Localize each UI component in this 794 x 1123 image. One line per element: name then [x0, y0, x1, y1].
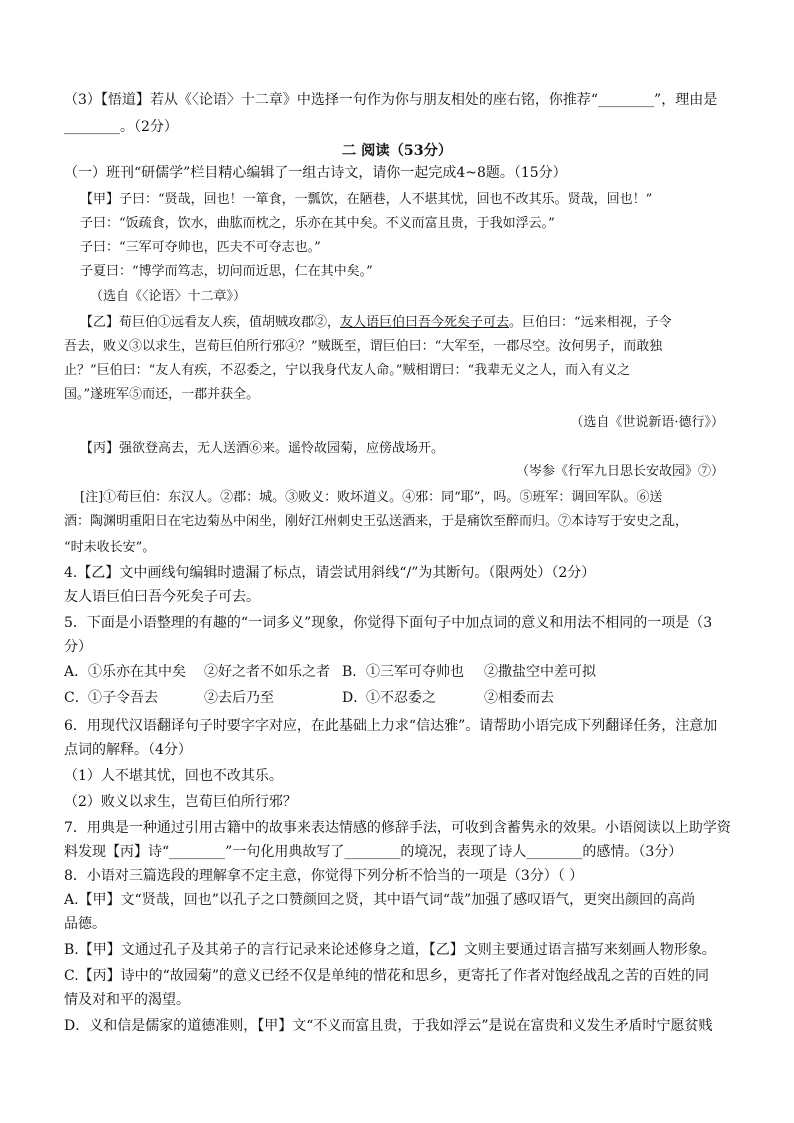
q5-option-b-label: B． [342, 664, 367, 680]
passage-yi-line2: 吾去，败义③以求生，岂荀巨伯所行邪④？”贼既至，谓巨伯曰：“大军至，一郡尽空。汝何男子，而敢独 [64, 339, 663, 354]
q7-line1: 7．用典是一种通过引用古籍中的故事来表达情感的修辞手法，可收到含蓄隽永的效果。小语阅读以上助学资 [64, 820, 731, 836]
reading-intro: （一）班刊“研儒学”栏目精心编辑了一组古诗文，请你一起完成4~8题。（15分） [64, 165, 567, 181]
passage-bing-source: （岑参《行军九日思长安故园》⑦） [515, 464, 724, 479]
q5-option-a-label: A． [64, 664, 89, 680]
q5-option-d-label: D． [342, 690, 368, 706]
q8-option-c-line1: C.【丙】诗中的“故园菊”的意义已经不仅是单纯的惜花和思乡，更寄托了作者对饱经战乱之苦的百姓的同 [64, 968, 709, 984]
q5-line2: 分） [64, 639, 92, 655]
q6-line1: 6．用现代汉语翻译句子时要字字对应，在此基础上力求“信达雅”。请帮助小语完成下列翻译任务，注意加 [64, 718, 718, 734]
notes-line1: [注]①荀巨伯：东汉人。②郡：城。③败义：败坏道义。④邪：同“耶”，吗。⑤班军：调回军队。⑥送 [80, 490, 663, 505]
notes-line2: 酒：陶渊明重阳日在宅边菊丛中闲坐，刚好江州刺史王弘送酒来，于是痛饮至醉而归。⑦本诗写于安史之乱， [64, 514, 689, 529]
passage-yi-source: （选自《世说新语·德行》） [570, 415, 724, 430]
passage-yi-line1 [80, 313, 672, 333]
passage-jia-line1: 【甲】子曰：“贤哉，回也！一箪食，一瓢饮，在陋巷，人不堪其忧，回也不改其乐。贤哉，回也！” [80, 192, 653, 207]
passage-yi-line1-end: 。巨伯曰：“远来相视，子令 [509, 315, 672, 330]
passage-bing-line1: 【丙】强欲登高去，无人送酒⑥来。遥怜故园菊，应傍战场开。 [80, 441, 445, 456]
passage-jia-line4: 子夏曰：“博学而笃志，切问而近思，仁在其中矣。” [80, 264, 373, 279]
q8-option-a-line1: A.【甲】文“贤哉，回也”以孔子之口赞颜回之贤，其中语气词“哉”加强了感叹语气，更突出颜回的高尚 [64, 892, 696, 908]
notes-line3: “时未收长安”。 [64, 540, 156, 555]
q5-line1: 5．下面是小语整理的有趣的“一词多义”现象，你觉得下面句子中加点词的意义和用法不相同的一项是（3 [64, 615, 713, 631]
q8-line1: 8．小语对三篇选段的理解拿不定主意，你觉得下列分析不恰当的一项是（3分）（ ） [64, 868, 584, 884]
passage-yi-line4: 国。”遂班军⑤而还，一郡并获全。 [64, 387, 260, 402]
q3-line2: ________。（2分） [64, 119, 178, 135]
q5-option-d2: ②相委而去 [484, 690, 554, 706]
q5-option-d1: ①不忍委之 [366, 690, 436, 706]
q5-option-b1: ①三军可夺帅也 [366, 664, 464, 680]
section-title: 二 阅读（53分） [341, 143, 453, 159]
passage-yi-line1-start: 【乙】荀巨伯①远看友人疾，值胡贼攻郡②， [80, 315, 341, 330]
q8-option-b-line1: B.【甲】文通过孔子及其弟子的言行记录来论述修身之道，【乙】文则主要通过语言描写来刻画人物形象。 [64, 942, 716, 958]
q5-option-c2: ②去后乃至 [204, 690, 274, 706]
q4-line2: 友人语巨伯曰吾今死矣子可去。 [64, 589, 260, 605]
q7-line2: 料发现【丙】诗“________”一句化用典故写了________的境况，表现了诗人________的感情。（3分） [64, 844, 683, 860]
q4-line1: 4.【乙】文中画线句编辑时遗漏了标点，请尝试用斜线“/”为其断句。（限两处）（2分） [64, 565, 596, 581]
q8-option-d-line1: D．义和信是儒家的道德准则，【甲】文“不义而富且贵，于我如浮云”是说在富贵和义发生矛盾时宁愿贫贱 [64, 1018, 713, 1034]
q8-option-a-line2: 品德。 [64, 916, 106, 932]
q5-option-c1: ①子令吾去 [88, 690, 158, 706]
q5-option-c-label: C． [64, 690, 89, 706]
underlined-sentence: 友人语巨伯曰吾今死矣子可去 [340, 315, 510, 330]
q3-line1: （3）【悟道】若从《〈论语〉十二章》中选择一句作为你与朋友相处的座右铭，你推荐“________”，理由是 [64, 92, 718, 108]
q6-line2: 点词的解释。（4分） [64, 742, 192, 758]
q5-option-b2: ②撒盐空中差可拟 [484, 664, 596, 680]
q5-option-a1: ①乐亦在其中矣 [88, 664, 186, 680]
passage-jia-line3: 子曰：“三军可夺帅也，匹夫不可夺志也。” [80, 240, 321, 255]
q6-item1: （1）人不堪其忧，回也不改其乐。 [64, 768, 283, 784]
passage-jia-source: （选自《〈论语〉十二章》） [90, 289, 247, 304]
passage-yi-line3: 止？”巨伯曰：“友人有疾，不忍委之，宁以我身代友人命。”贼相谓曰：“我辈无义之人，而入有义之 [64, 363, 631, 378]
q5-option-a2: ②好之者不如乐之者 [204, 664, 330, 680]
q6-item2: （2）败义以求生，岂荀巨伯所行邪？ [64, 794, 297, 810]
q8-option-c-line2: 情及对和平的渴望。 [64, 992, 190, 1008]
passage-jia-line2: 子曰：“饭疏食，饮水，曲肱而枕之，乐亦在其中矣。不义而富且贵，于我如浮云。” [80, 216, 555, 231]
